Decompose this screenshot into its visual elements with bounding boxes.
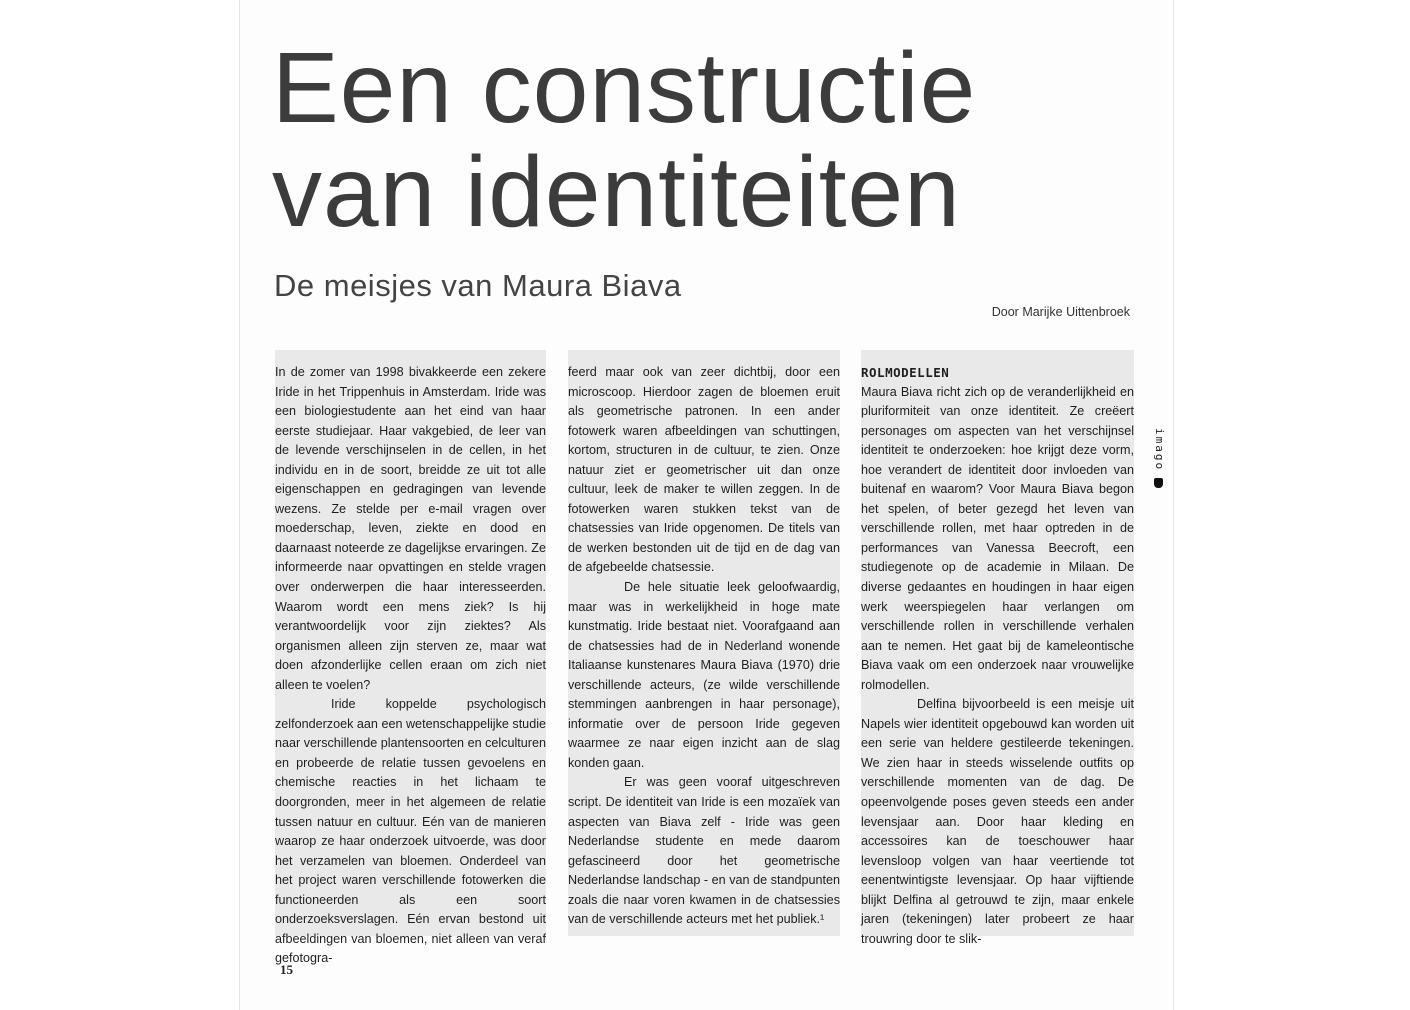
logo-text: imago: [1153, 428, 1166, 472]
title-line-2: van identiteiten: [272, 136, 961, 248]
paragraph: Maura Biava richt zich op de veranderlijkheid en pluriformiteit van onze identiteit. Ze creëert personages om aspecten van het verschijnsel identiteit te onderzoeken: hoe krijgt deze vorm, hoe verandert de identiteit door invloeden van buitenaf en waarom? Voor Maura Biava begon het spelen, of beter gezegd het leven van verschillende rollen, met haar optreden in de performances van Vanessa Beecroft, een studiegenote op de academie in Milaan. De diverse gedaantes en houdingen in haar eigen werk weerspiegelen haar verlangen om verschillende rollen in verschillende verhalen aan te nemen. Het gaat bij de kameleontische Biava vaak om een onderzoek naar vrouwelijke rolmodellen.: [861, 384, 1134, 692]
paragraph: feerd maar ook van zeer dichtbij, door een microscoop. Hierdoor zagen de bloemen eruit als geometrische patronen. In een ander fotowerk waren afbeeldingen van schuttingen, kortom, structuren in de cultuur, te zien. Onze natuur ziet er geometrischer uit dan onze cultuur, leek de maker te willen zeggen. In de fotowerken waren stukken tekst van de chatsessies van Iride opgenomen. De titels van de werken bestonden uit de tijd en de dag van de afgebeelde chatsessie.: [568, 365, 840, 575]
section-heading: ROLMODELLEN: [861, 365, 950, 380]
article-subtitle: De meisjes van Maura Biava: [274, 268, 682, 303]
paragraph: In de zomer van 1998 bivakkeerde een zekere Iride in het Trippenhuis in Amsterdam. Iride was een biologiestudente aan het eind van haar eerste studiejaar. Haar vakgebied, de leer van de levende verschijnselen in de cellen, in het individu en in de soort, breidde ze uit tot alle eigenschappen en gedragingen van levende wezens. Ze stelde per e-mail vragen over moederschap, leven, ziekte en dood en daarnaast noteerde ze dagelijkse ervaringen. Ze informeerde naar opvattingen en stelde vragen over onderwerpen die haar interesseerden. Waarom wordt een mens ziek? Is hij verantwoordelijk voor zijn ziektes? Als organismen alleen zijn sterven ze, maar wat doen afzonderlijke cellen eraan om zich niet alleen te voelen?: [275, 365, 546, 692]
paragraph: Delfina bijvoorbeeld is een meisje uit Napels wier identiteit opgebouwd kan worden uit een serie van heldere gestileerde tekeningen. We zien haar in steeds wisselende outfits op verschillende momenten van de dag. De opeenvolgende poses geven steeds een ander levensjaar aan. Door haar kleding en accessoires kan de toeschouwer haar levensloop volgen van haar veertiende tot eenentwintigste levensjaar. Op haar vijftiende blijkt Delfina al getrouwd te zijn, maar enkele jaren (tekeningen) later probeert ze haar trouwring door te slik-: [861, 697, 1134, 946]
text-column-1: [275, 350, 546, 966]
text-column-3: [861, 350, 1134, 946]
paragraph: De hele situatie leek geloofwaardig, maar was in werkelijkheid in hoge mate kunstmatig. Iride bestaat niet. Voorafgaand aan de chatsessies had de in Nederland wonende Italiaanse kunstenares Maura Biava (1970) drie verschillende acteurs, (ze wilde verschillende stemmingen aanbrengen in haar personage), informatie over de persoon Iride gegeven waarmee ze naar eigen inzicht aan de slag konden gaan.: [568, 580, 840, 770]
title-line-1: Een constructie: [272, 32, 977, 144]
paragraph: Er was geen vooraf uitgeschreven script. De identiteit van Iride is een mozaïek van aspecten van Biava zelf - Iride was geen Nederlandse studente en mede daarom gefascineerd door het geometrische Nederlandse landschap - en van de standpunten zoals die naar voren kwamen in de chatsessies van de verschillende acteurs met het publiek.¹: [568, 775, 840, 927]
logo-mark-icon: [1154, 478, 1163, 488]
page-number: 15: [280, 962, 293, 977]
text-column-2: [568, 350, 840, 936]
article-title: [272, 32, 977, 248]
article-byline: Door Marijke Uittenbroek: [991, 305, 1130, 319]
magazine-logo: [1151, 428, 1167, 520]
paragraph: Iride koppelde psychologisch zelfonderzoek aan een wetenschappelijke studie naar verschillende plantensoorten en celculturen en probeerde de relatie tussen gevoelens en chemische reacties in het lichaam te doorgronden, meer in het algemeen de relatie tussen natuur en cultuur. Eén van de manieren waarop ze haar onderzoek uitvoerde, was door het verzamelen van bloemen. Onderdeel van het project waren verschillende fotowerken die functioneerden als een soort onderzoeksverslagen. Eén ervan bestond uit afbeeldingen van bloemen, niet alleen van veraf gefotogra-: [275, 697, 546, 966]
